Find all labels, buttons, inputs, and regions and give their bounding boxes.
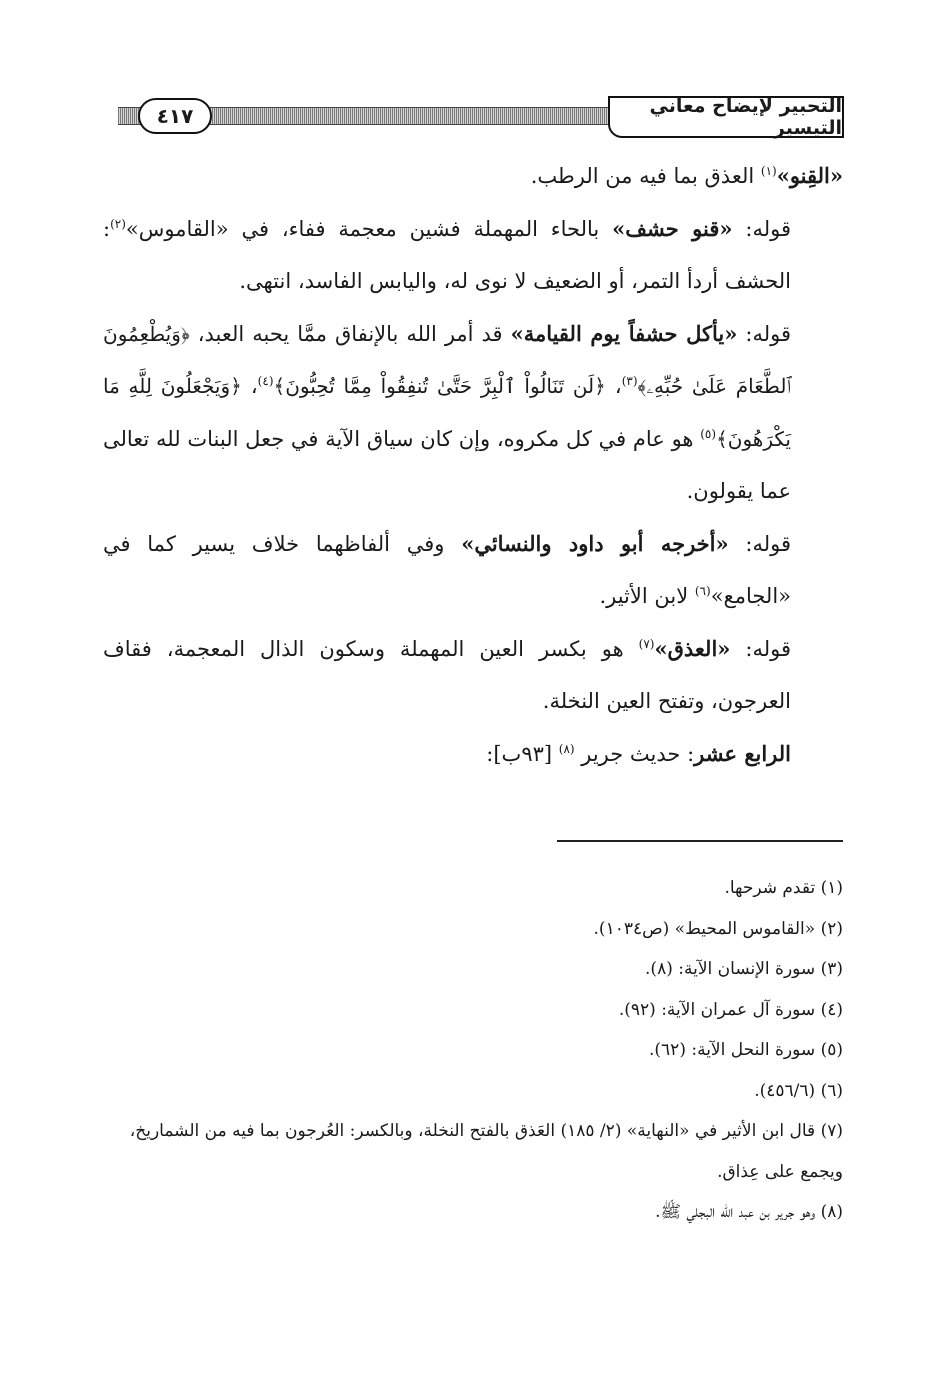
heading-text: [٩٣ب]:	[486, 741, 559, 766]
heading-term: الرابع عشر	[694, 740, 791, 766]
footnote-ref: (٣)	[621, 374, 638, 388]
paragraph-3	[103, 308, 843, 518]
paragraph-text: قد أمر الله بالإنفاق ممَّا يحبه العبد،	[189, 321, 511, 346]
footnote: (٦) (٤٥٦/٦).	[754, 1080, 843, 1101]
footnote-ref: (١)	[760, 164, 777, 178]
paragraph-1	[103, 150, 843, 203]
heading-text: : حديث جرير	[574, 741, 695, 766]
paragraph-text: وفي ألفاظهما خلاف يسير كما في «الجامع»	[103, 531, 791, 608]
footnote-ref: (٤)	[257, 374, 274, 388]
lead: قوله:	[728, 531, 791, 556]
page-number: ٤١٧	[138, 98, 212, 134]
separator: ،	[241, 374, 258, 398]
section-heading	[103, 728, 843, 781]
footnotes	[103, 868, 843, 1233]
footnote: (٥) سورة النحل الآية: (٦٢).	[649, 1040, 843, 1060]
paragraph-text: لابن الأثير.	[599, 584, 695, 608]
lead: قوله:	[730, 636, 792, 661]
term: «أخرجه أبو داود والنسائي»	[461, 530, 729, 556]
term: «يأكل حشفاً يوم القيامة»	[510, 320, 738, 346]
footnote: (٨) وهو جرير بن عبد الله البجلي ﷺ.	[655, 1202, 843, 1222]
quran-verse: ﴿وَيُطْعِمُونَ ٱلطَّعَامَ عَلَىٰ حُبِّهِۦ﴾	[103, 321, 791, 398]
paragraph-5	[103, 623, 843, 728]
footnote-separator	[557, 840, 843, 842]
footnote-ref: (٨)	[558, 741, 575, 756]
footnote: (٤) سورة آل عمران الآية: (٩٢).	[618, 999, 843, 1020]
footnote-ref: (٥)	[700, 426, 717, 441]
main-text	[103, 150, 843, 780]
lead: قوله:	[732, 216, 792, 241]
paragraph-text: العذق بما فيه من الرطب.	[530, 164, 761, 188]
header-title: التحبير لإيضاح معاني التيسير	[608, 96, 844, 138]
quran-verse: ﴿وَيَجْعَلُونَ لِلَّهِ مَا يَكْرَهُونَ﴾	[103, 374, 791, 451]
footnote: (٢) «القاموس المحيط» (ص١٠٣٤).	[593, 918, 843, 939]
paragraph-text: : الحشف أردأ التمر، أو الضعيف لا نوى له، واليابس الفاسد، انتهى.	[103, 216, 791, 293]
separator: ،	[605, 374, 622, 398]
paragraph-4	[103, 518, 843, 623]
footnote: (٣) سورة الإنسان الآية: (٨).	[645, 959, 843, 979]
footnote: (٧) قال ابن الأثير في «النهاية» (٢/ ١٨٥) العَذق بالفتح النخلة، وبالكسر: العُرجون بما فيه من الشماريخ، ويجمع على عِذاق.	[129, 1121, 843, 1182]
paragraph-2	[103, 203, 843, 308]
term: «العذق»	[654, 635, 731, 661]
page-header	[118, 95, 844, 139]
paragraph-text: هو عام في كل مكروه، وإن كان سياق الآية في جعل البنات لله تعالى عما يقولون.	[103, 426, 791, 503]
term: «القِنو»	[776, 163, 843, 188]
term: «قنو حشف»	[612, 215, 733, 241]
footnote-ref: (٧)	[638, 636, 655, 651]
footnote-ref: (٢)	[110, 216, 126, 231]
paragraph-text: هو بكسر العين المهملة وسكون الذال المعجمة، فقاف العرجون، وتفتح العين النخلة.	[103, 636, 791, 713]
paragraph-text: بالحاء المهملة فشين معجمة ففاء، في «القاموس»	[125, 216, 613, 241]
footnote: (١) تقدم شرحها.	[724, 878, 843, 898]
footnote-ref: (٦)	[694, 584, 711, 598]
lead: قوله:	[737, 321, 792, 346]
quran-verse: ﴿لَن تَنَالُواْ ٱلْبِرَّ حَتَّىٰ تُنفِقُواْ مِمَّا تُحِبُّونَ﴾	[273, 374, 606, 398]
